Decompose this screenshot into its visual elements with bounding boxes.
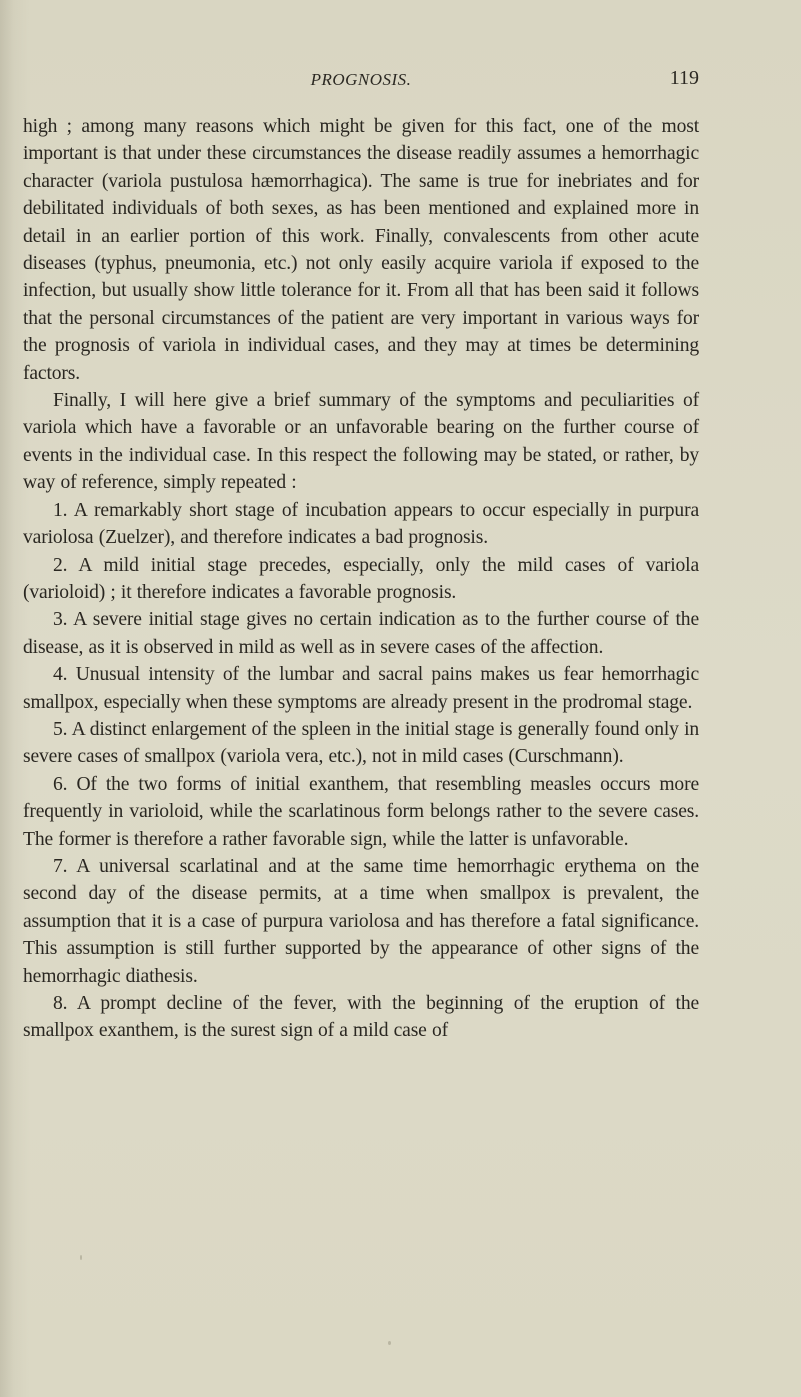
item-text: A universal scarlatinal and at the same time hemorrhagic erythema on the second day of the disease permits, at a time when smallpox is prevalent, the assumption that it is a case of purpura variolosa and has therefore a fatal significance. This assumption is still further supported by the appearance of other signs of the hemorrhagic diathesis. (23, 855, 700, 987)
item-number: 6. (53, 773, 68, 795)
item-text: Of the two forms of initial exanthem, that resembling measles occurs more frequently in varioloid, while the scarlatinous form belongs rather to the severe cases. The former is therefore a rather favorable sign, while the latter is unfavorable. (23, 773, 699, 850)
numbered-item-7 (23, 853, 699, 990)
item-text: A mild initial stage precedes, especially, only the mild cases of variola (varioloid) ; it therefore indicates a favorable prognosis. (23, 554, 699, 603)
item-text: A prompt decline of the fever, with the beginning of the eruption of the smallpox exanthem, is the surest sign of a mild case of (23, 993, 700, 1042)
numbered-item-1 (23, 497, 699, 552)
numbered-item-3 (23, 606, 699, 661)
item-text: A remarkably short stage of incubation appears to occur especially in purpura variolosa (Zuelzer), and therefore indicates a bad prognosis. (23, 499, 699, 549)
numbered-item-6 (23, 771, 699, 853)
body-text (23, 113, 699, 1045)
item-text: A distinct enlargement of the spleen in the initial stage is generally found only in severe cases of smallpox (variola vera, etc.), not in mild cases (Curschmann). (23, 718, 700, 768)
paper-speck (388, 1341, 391, 1345)
paragraph-summary-intro: Finally, I will here give a brief summary of the symptoms and peculiarities of variola which have a favorable or an unfavorable bearing on the further course of events in the individual case. In this respect the following may be stated, or rather, by way of reference, simply repeated : (23, 390, 699, 494)
item-number: 8. (53, 993, 68, 1014)
item-number: 5. (53, 718, 68, 740)
item-number: 7. (53, 855, 68, 877)
item-number: 1. (53, 499, 68, 521)
numbered-item-4 (23, 661, 699, 716)
numbered-item-2 (23, 552, 699, 607)
paragraph-continued: high ; among many reasons which might be given for this fact, one of the most important is that under these circumstances the disease readily assumes a hemorrhagic character (variola pustulosa hæmorrhagica). The same is true for inebriates and for debilitated individuals of both sexes, as has been mentioned and explained more in detail in an earlier portion of this work. Finally, convalescents from other acute diseases (typhus, pneumonia, etc.) not only easily acquire variola if exposed to the infection, but usually show little tolerance for it. From all that has been said it follows that the personal circumstances of the patient are very important in various ways for the prognosis of variola in individual cases, and they may at times be determining factors. (23, 116, 699, 384)
item-number: 3. (53, 609, 68, 631)
running-title: PROGNOSIS. (310, 70, 412, 89)
numbered-item-5 (23, 716, 699, 771)
item-text: Unusual intensity of the lumbar and sacral pains makes us fear hemorrhagic smallpox, especially when these symptoms are already present in the prodromal stage. (23, 664, 699, 713)
item-number: 2. (53, 554, 68, 576)
numbered-item-8 (23, 990, 699, 1045)
paper-speck (80, 1255, 82, 1260)
item-number: 4. (53, 664, 68, 686)
item-text: A severe initial stage gives no certain indication as to the further course of the disease, as it is observed in mild as well as in severe cases of the affection. (23, 609, 699, 658)
running-head (23, 67, 699, 94)
page-number: 119 (669, 67, 699, 89)
